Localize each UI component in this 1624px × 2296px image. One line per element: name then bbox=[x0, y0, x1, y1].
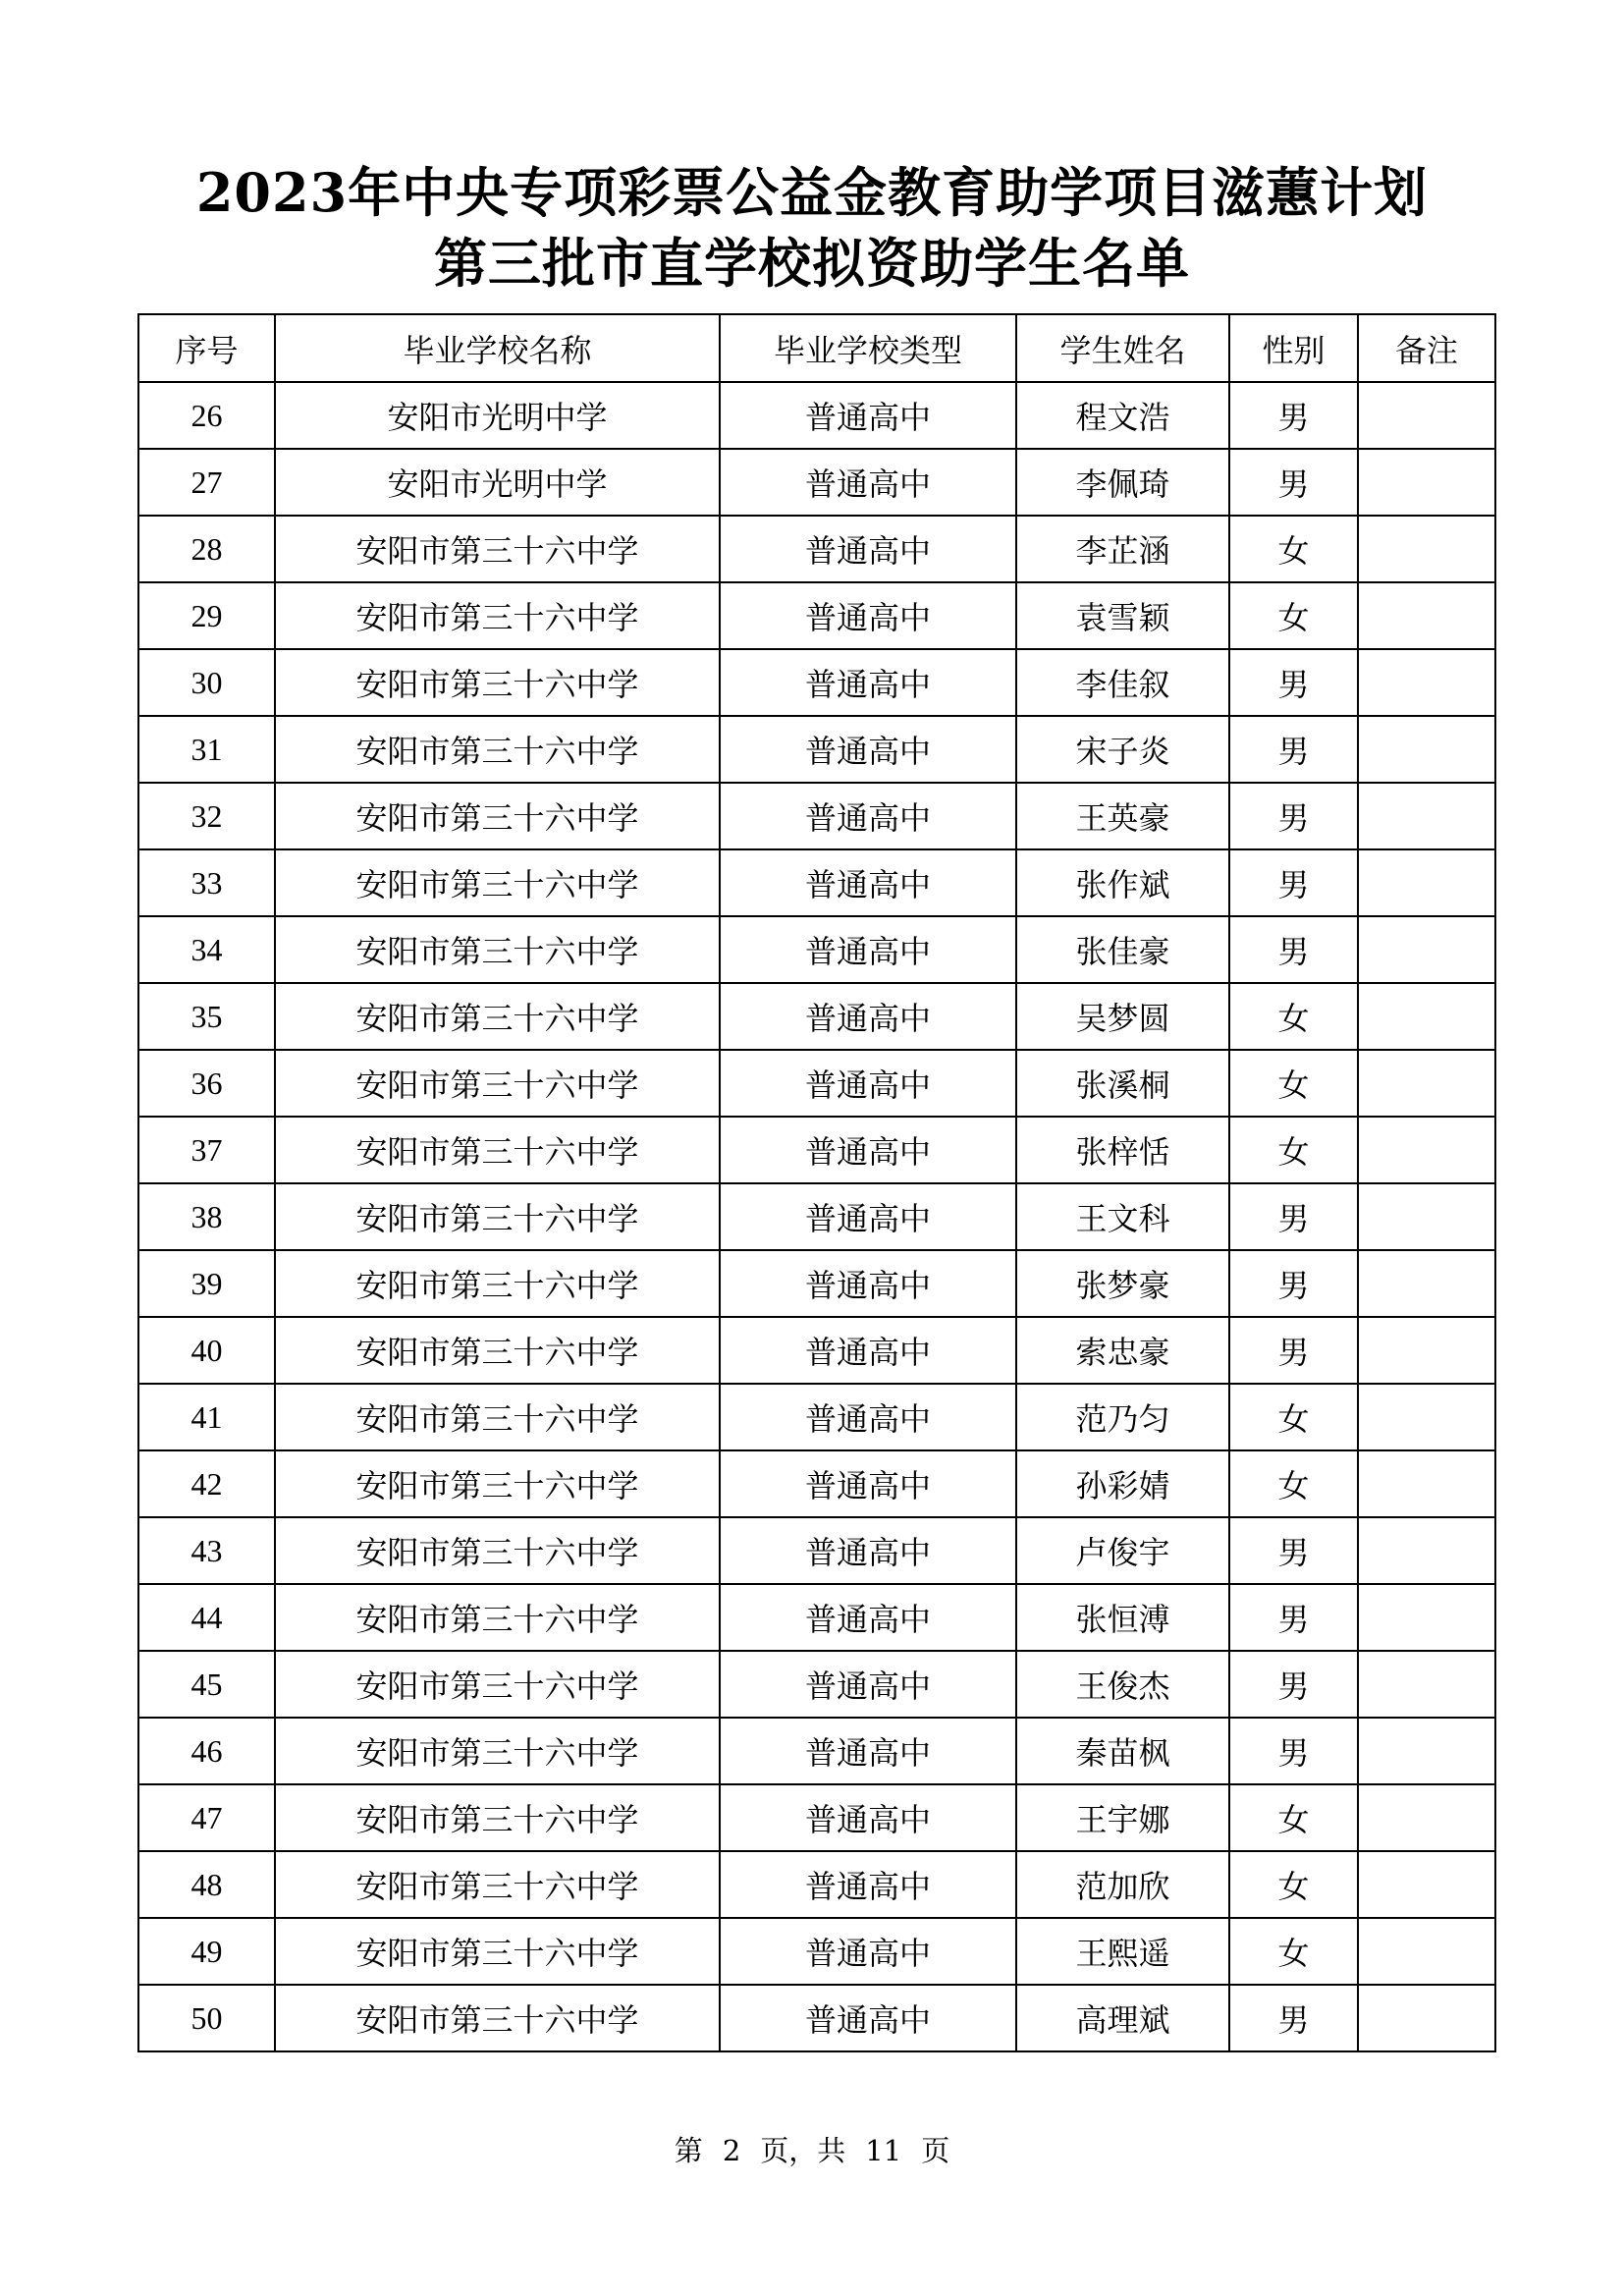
cell-student-name: 袁雪颖 bbox=[1016, 582, 1229, 649]
table-row bbox=[138, 382, 1495, 449]
cell-school-type: 普通高中 bbox=[720, 1384, 1016, 1450]
cell-gender: 女 bbox=[1229, 1784, 1358, 1851]
cell-school-name: 安阳市第三十六中学 bbox=[275, 716, 720, 783]
cell-school-name: 安阳市第三十六中学 bbox=[275, 1784, 720, 1851]
cell-gender: 女 bbox=[1229, 1050, 1358, 1117]
cell-seq: 33 bbox=[138, 849, 275, 916]
cell-seq: 43 bbox=[138, 1517, 275, 1584]
cell-seq: 27 bbox=[138, 449, 275, 516]
cell-school-name: 安阳市第三十六中学 bbox=[275, 1517, 720, 1584]
cell-seq: 26 bbox=[138, 382, 275, 449]
cell-gender: 女 bbox=[1229, 1384, 1358, 1450]
cell-remarks bbox=[1358, 449, 1495, 516]
cell-gender: 男 bbox=[1229, 1584, 1358, 1651]
cell-school-name: 安阳市第三十六中学 bbox=[275, 1050, 720, 1117]
cell-student-name: 高理斌 bbox=[1016, 1985, 1229, 2051]
cell-student-name: 王俊杰 bbox=[1016, 1651, 1229, 1718]
cell-remarks bbox=[1358, 1183, 1495, 1250]
document-title bbox=[0, 157, 1624, 299]
cell-seq: 37 bbox=[138, 1117, 275, 1183]
cell-seq: 31 bbox=[138, 716, 275, 783]
table-row bbox=[138, 582, 1495, 649]
table-body bbox=[138, 382, 1495, 2051]
cell-school-type: 普通高中 bbox=[720, 1050, 1016, 1117]
cell-remarks bbox=[1358, 1584, 1495, 1651]
cell-school-name: 安阳市第三十六中学 bbox=[275, 1985, 720, 2051]
cell-school-type: 普通高中 bbox=[720, 1718, 1016, 1784]
cell-remarks bbox=[1358, 1317, 1495, 1384]
header-row bbox=[138, 314, 1495, 382]
cell-gender: 女 bbox=[1229, 1851, 1358, 1918]
cell-student-name: 孙彩婧 bbox=[1016, 1450, 1229, 1517]
cell-gender: 男 bbox=[1229, 449, 1358, 516]
cell-school-name: 安阳市第三十六中学 bbox=[275, 983, 720, 1050]
cell-seq: 49 bbox=[138, 1918, 275, 1985]
cell-gender: 男 bbox=[1229, 916, 1358, 983]
cell-school-type: 普通高中 bbox=[720, 983, 1016, 1050]
cell-school-name: 安阳市第三十六中学 bbox=[275, 849, 720, 916]
cell-student-name: 卢俊宇 bbox=[1016, 1517, 1229, 1584]
cell-school-name: 安阳市光明中学 bbox=[275, 382, 720, 449]
table-row bbox=[138, 1384, 1495, 1450]
cell-student-name: 李芷涵 bbox=[1016, 516, 1229, 582]
cell-school-name: 安阳市光明中学 bbox=[275, 449, 720, 516]
cell-school-type: 普通高中 bbox=[720, 916, 1016, 983]
table-row bbox=[138, 849, 1495, 916]
cell-student-name: 张溪桐 bbox=[1016, 1050, 1229, 1117]
title-line-1: 2023年中央专项彩票公益金教育助学项目滋蕙计划 bbox=[195, 161, 1429, 224]
cell-remarks bbox=[1358, 1718, 1495, 1784]
student-roster-table bbox=[137, 313, 1496, 2052]
footer-page-prefix: 第 bbox=[674, 2134, 703, 2167]
table-row bbox=[138, 1718, 1495, 1784]
cell-remarks bbox=[1358, 916, 1495, 983]
footer-page-number: 2 bbox=[722, 2134, 741, 2167]
cell-school-type: 普通高中 bbox=[720, 1317, 1016, 1384]
footer-page-suffix: 页，共 bbox=[760, 2134, 846, 2167]
cell-student-name: 王熙遥 bbox=[1016, 1918, 1229, 1985]
cell-student-name: 王宇娜 bbox=[1016, 1784, 1229, 1851]
cell-student-name: 张恒溥 bbox=[1016, 1584, 1229, 1651]
cell-remarks bbox=[1358, 1384, 1495, 1450]
cell-school-type: 普通高中 bbox=[720, 1517, 1016, 1584]
cell-school-name: 安阳市第三十六中学 bbox=[275, 1183, 720, 1250]
table-row bbox=[138, 1250, 1495, 1317]
cell-school-type: 普通高中 bbox=[720, 1450, 1016, 1517]
cell-remarks bbox=[1358, 783, 1495, 849]
cell-student-name: 张梓恬 bbox=[1016, 1117, 1229, 1183]
cell-remarks bbox=[1358, 649, 1495, 716]
cell-student-name: 李佩琦 bbox=[1016, 449, 1229, 516]
cell-gender: 男 bbox=[1229, 783, 1358, 849]
table-row bbox=[138, 1784, 1495, 1851]
cell-school-type: 普通高中 bbox=[720, 1651, 1016, 1718]
cell-school-type: 普通高中 bbox=[720, 1851, 1016, 1918]
cell-seq: 40 bbox=[138, 1317, 275, 1384]
cell-school-name: 安阳市第三十六中学 bbox=[275, 1317, 720, 1384]
cell-remarks bbox=[1358, 1985, 1495, 2051]
cell-remarks bbox=[1358, 1651, 1495, 1718]
cell-student-name: 李佳叙 bbox=[1016, 649, 1229, 716]
header-remarks: 备注 bbox=[1358, 314, 1495, 382]
cell-student-name: 张梦豪 bbox=[1016, 1250, 1229, 1317]
cell-seq: 42 bbox=[138, 1450, 275, 1517]
cell-school-type: 普通高中 bbox=[720, 582, 1016, 649]
cell-gender: 男 bbox=[1229, 1985, 1358, 2051]
cell-gender: 男 bbox=[1229, 1317, 1358, 1384]
cell-student-name: 王英豪 bbox=[1016, 783, 1229, 849]
cell-remarks bbox=[1358, 1851, 1495, 1918]
cell-seq: 35 bbox=[138, 983, 275, 1050]
table-row bbox=[138, 1985, 1495, 2051]
cell-student-name: 索忠豪 bbox=[1016, 1317, 1229, 1384]
cell-gender: 女 bbox=[1229, 1117, 1358, 1183]
cell-school-type: 普通高中 bbox=[720, 1918, 1016, 1985]
table-row bbox=[138, 1450, 1495, 1517]
cell-remarks bbox=[1358, 1918, 1495, 1985]
header-seq: 序号 bbox=[138, 314, 275, 382]
header-school-name: 毕业学校名称 bbox=[275, 314, 720, 382]
cell-remarks bbox=[1358, 983, 1495, 1050]
table-row bbox=[138, 516, 1495, 582]
cell-gender: 男 bbox=[1229, 849, 1358, 916]
footer-total-pages: 11 bbox=[865, 2134, 902, 2167]
cell-school-name: 安阳市第三十六中学 bbox=[275, 916, 720, 983]
cell-school-type: 普通高中 bbox=[720, 1784, 1016, 1851]
cell-student-name: 秦苗枫 bbox=[1016, 1718, 1229, 1784]
cell-school-type: 普通高中 bbox=[720, 516, 1016, 582]
cell-seq: 39 bbox=[138, 1250, 275, 1317]
cell-school-name: 安阳市第三十六中学 bbox=[275, 649, 720, 716]
header-student-name: 学生姓名 bbox=[1016, 314, 1229, 382]
table-row bbox=[138, 716, 1495, 783]
header-gender: 性别 bbox=[1229, 314, 1358, 382]
cell-school-type: 普通高中 bbox=[720, 1250, 1016, 1317]
cell-remarks bbox=[1358, 849, 1495, 916]
cell-student-name: 张作斌 bbox=[1016, 849, 1229, 916]
cell-seq: 38 bbox=[138, 1183, 275, 1250]
cell-school-type: 普通高中 bbox=[720, 1117, 1016, 1183]
cell-school-type: 普通高中 bbox=[720, 1584, 1016, 1651]
cell-student-name: 范乃匀 bbox=[1016, 1384, 1229, 1450]
table-row bbox=[138, 1651, 1495, 1718]
cell-student-name: 吴梦圆 bbox=[1016, 983, 1229, 1050]
cell-gender: 男 bbox=[1229, 1517, 1358, 1584]
cell-gender: 男 bbox=[1229, 382, 1358, 449]
cell-student-name: 张佳豪 bbox=[1016, 916, 1229, 983]
cell-seq: 36 bbox=[138, 1050, 275, 1117]
cell-school-name: 安阳市第三十六中学 bbox=[275, 1718, 720, 1784]
cell-remarks bbox=[1358, 716, 1495, 783]
cell-remarks bbox=[1358, 1117, 1495, 1183]
cell-school-name: 安阳市第三十六中学 bbox=[275, 516, 720, 582]
cell-seq: 30 bbox=[138, 649, 275, 716]
cell-school-name: 安阳市第三十六中学 bbox=[275, 1651, 720, 1718]
cell-school-name: 安阳市第三十六中学 bbox=[275, 1851, 720, 1918]
table-row bbox=[138, 783, 1495, 849]
table-row bbox=[138, 1517, 1495, 1584]
cell-seq: 47 bbox=[138, 1784, 275, 1851]
cell-school-type: 普通高中 bbox=[720, 849, 1016, 916]
table-row bbox=[138, 983, 1495, 1050]
cell-school-name: 安阳市第三十六中学 bbox=[275, 1584, 720, 1651]
cell-seq: 46 bbox=[138, 1718, 275, 1784]
cell-remarks bbox=[1358, 1250, 1495, 1317]
header-school-type: 毕业学校类型 bbox=[720, 314, 1016, 382]
cell-student-name: 范加欣 bbox=[1016, 1851, 1229, 1918]
cell-seq: 45 bbox=[138, 1651, 275, 1718]
cell-school-type: 普通高中 bbox=[720, 1985, 1016, 2051]
table-row bbox=[138, 1117, 1495, 1183]
cell-gender: 男 bbox=[1229, 1250, 1358, 1317]
cell-gender: 女 bbox=[1229, 983, 1358, 1050]
cell-school-name: 安阳市第三十六中学 bbox=[275, 1250, 720, 1317]
cell-gender: 男 bbox=[1229, 716, 1358, 783]
cell-seq: 34 bbox=[138, 916, 275, 983]
table-header bbox=[138, 314, 1495, 382]
cell-school-name: 安阳市第三十六中学 bbox=[275, 1450, 720, 1517]
table-row bbox=[138, 1851, 1495, 1918]
cell-gender: 男 bbox=[1229, 1718, 1358, 1784]
cell-remarks bbox=[1358, 1450, 1495, 1517]
table-row bbox=[138, 1317, 1495, 1384]
cell-seq: 48 bbox=[138, 1851, 275, 1918]
cell-seq: 29 bbox=[138, 582, 275, 649]
cell-school-type: 普通高中 bbox=[720, 716, 1016, 783]
cell-seq: 44 bbox=[138, 1584, 275, 1651]
cell-school-type: 普通高中 bbox=[720, 649, 1016, 716]
cell-seq: 50 bbox=[138, 1985, 275, 2051]
cell-student-name: 王文科 bbox=[1016, 1183, 1229, 1250]
cell-student-name: 宋子炎 bbox=[1016, 716, 1229, 783]
cell-remarks bbox=[1358, 1784, 1495, 1851]
cell-school-type: 普通高中 bbox=[720, 449, 1016, 516]
cell-school-name: 安阳市第三十六中学 bbox=[275, 582, 720, 649]
table-row bbox=[138, 1050, 1495, 1117]
cell-gender: 女 bbox=[1229, 582, 1358, 649]
cell-school-name: 安阳市第三十六中学 bbox=[275, 783, 720, 849]
cell-school-name: 安阳市第三十六中学 bbox=[275, 1384, 720, 1450]
cell-remarks bbox=[1358, 516, 1495, 582]
cell-student-name: 程文浩 bbox=[1016, 382, 1229, 449]
cell-remarks bbox=[1358, 1517, 1495, 1584]
table-row bbox=[138, 1584, 1495, 1651]
cell-seq: 32 bbox=[138, 783, 275, 849]
table-row bbox=[138, 649, 1495, 716]
cell-remarks bbox=[1358, 1050, 1495, 1117]
cell-school-type: 普通高中 bbox=[720, 783, 1016, 849]
cell-remarks bbox=[1358, 582, 1495, 649]
title-line-2: 第三批市直学校拟资助学生名单 bbox=[434, 232, 1190, 295]
table-row bbox=[138, 916, 1495, 983]
cell-school-name: 安阳市第三十六中学 bbox=[275, 1117, 720, 1183]
table-row bbox=[138, 1183, 1495, 1250]
cell-gender: 女 bbox=[1229, 516, 1358, 582]
cell-seq: 41 bbox=[138, 1384, 275, 1450]
cell-seq: 28 bbox=[138, 516, 275, 582]
cell-gender: 男 bbox=[1229, 1651, 1358, 1718]
cell-gender: 女 bbox=[1229, 1918, 1358, 1985]
cell-gender: 男 bbox=[1229, 649, 1358, 716]
table-row bbox=[138, 1918, 1495, 1985]
cell-gender: 男 bbox=[1229, 1183, 1358, 1250]
footer-total-suffix: 页 bbox=[921, 2134, 950, 2167]
cell-remarks bbox=[1358, 382, 1495, 449]
cell-gender: 女 bbox=[1229, 1450, 1358, 1517]
cell-school-type: 普通高中 bbox=[720, 1183, 1016, 1250]
page-footer bbox=[0, 2129, 1624, 2169]
cell-school-type: 普通高中 bbox=[720, 382, 1016, 449]
cell-school-name: 安阳市第三十六中学 bbox=[275, 1918, 720, 1985]
table-row bbox=[138, 449, 1495, 516]
